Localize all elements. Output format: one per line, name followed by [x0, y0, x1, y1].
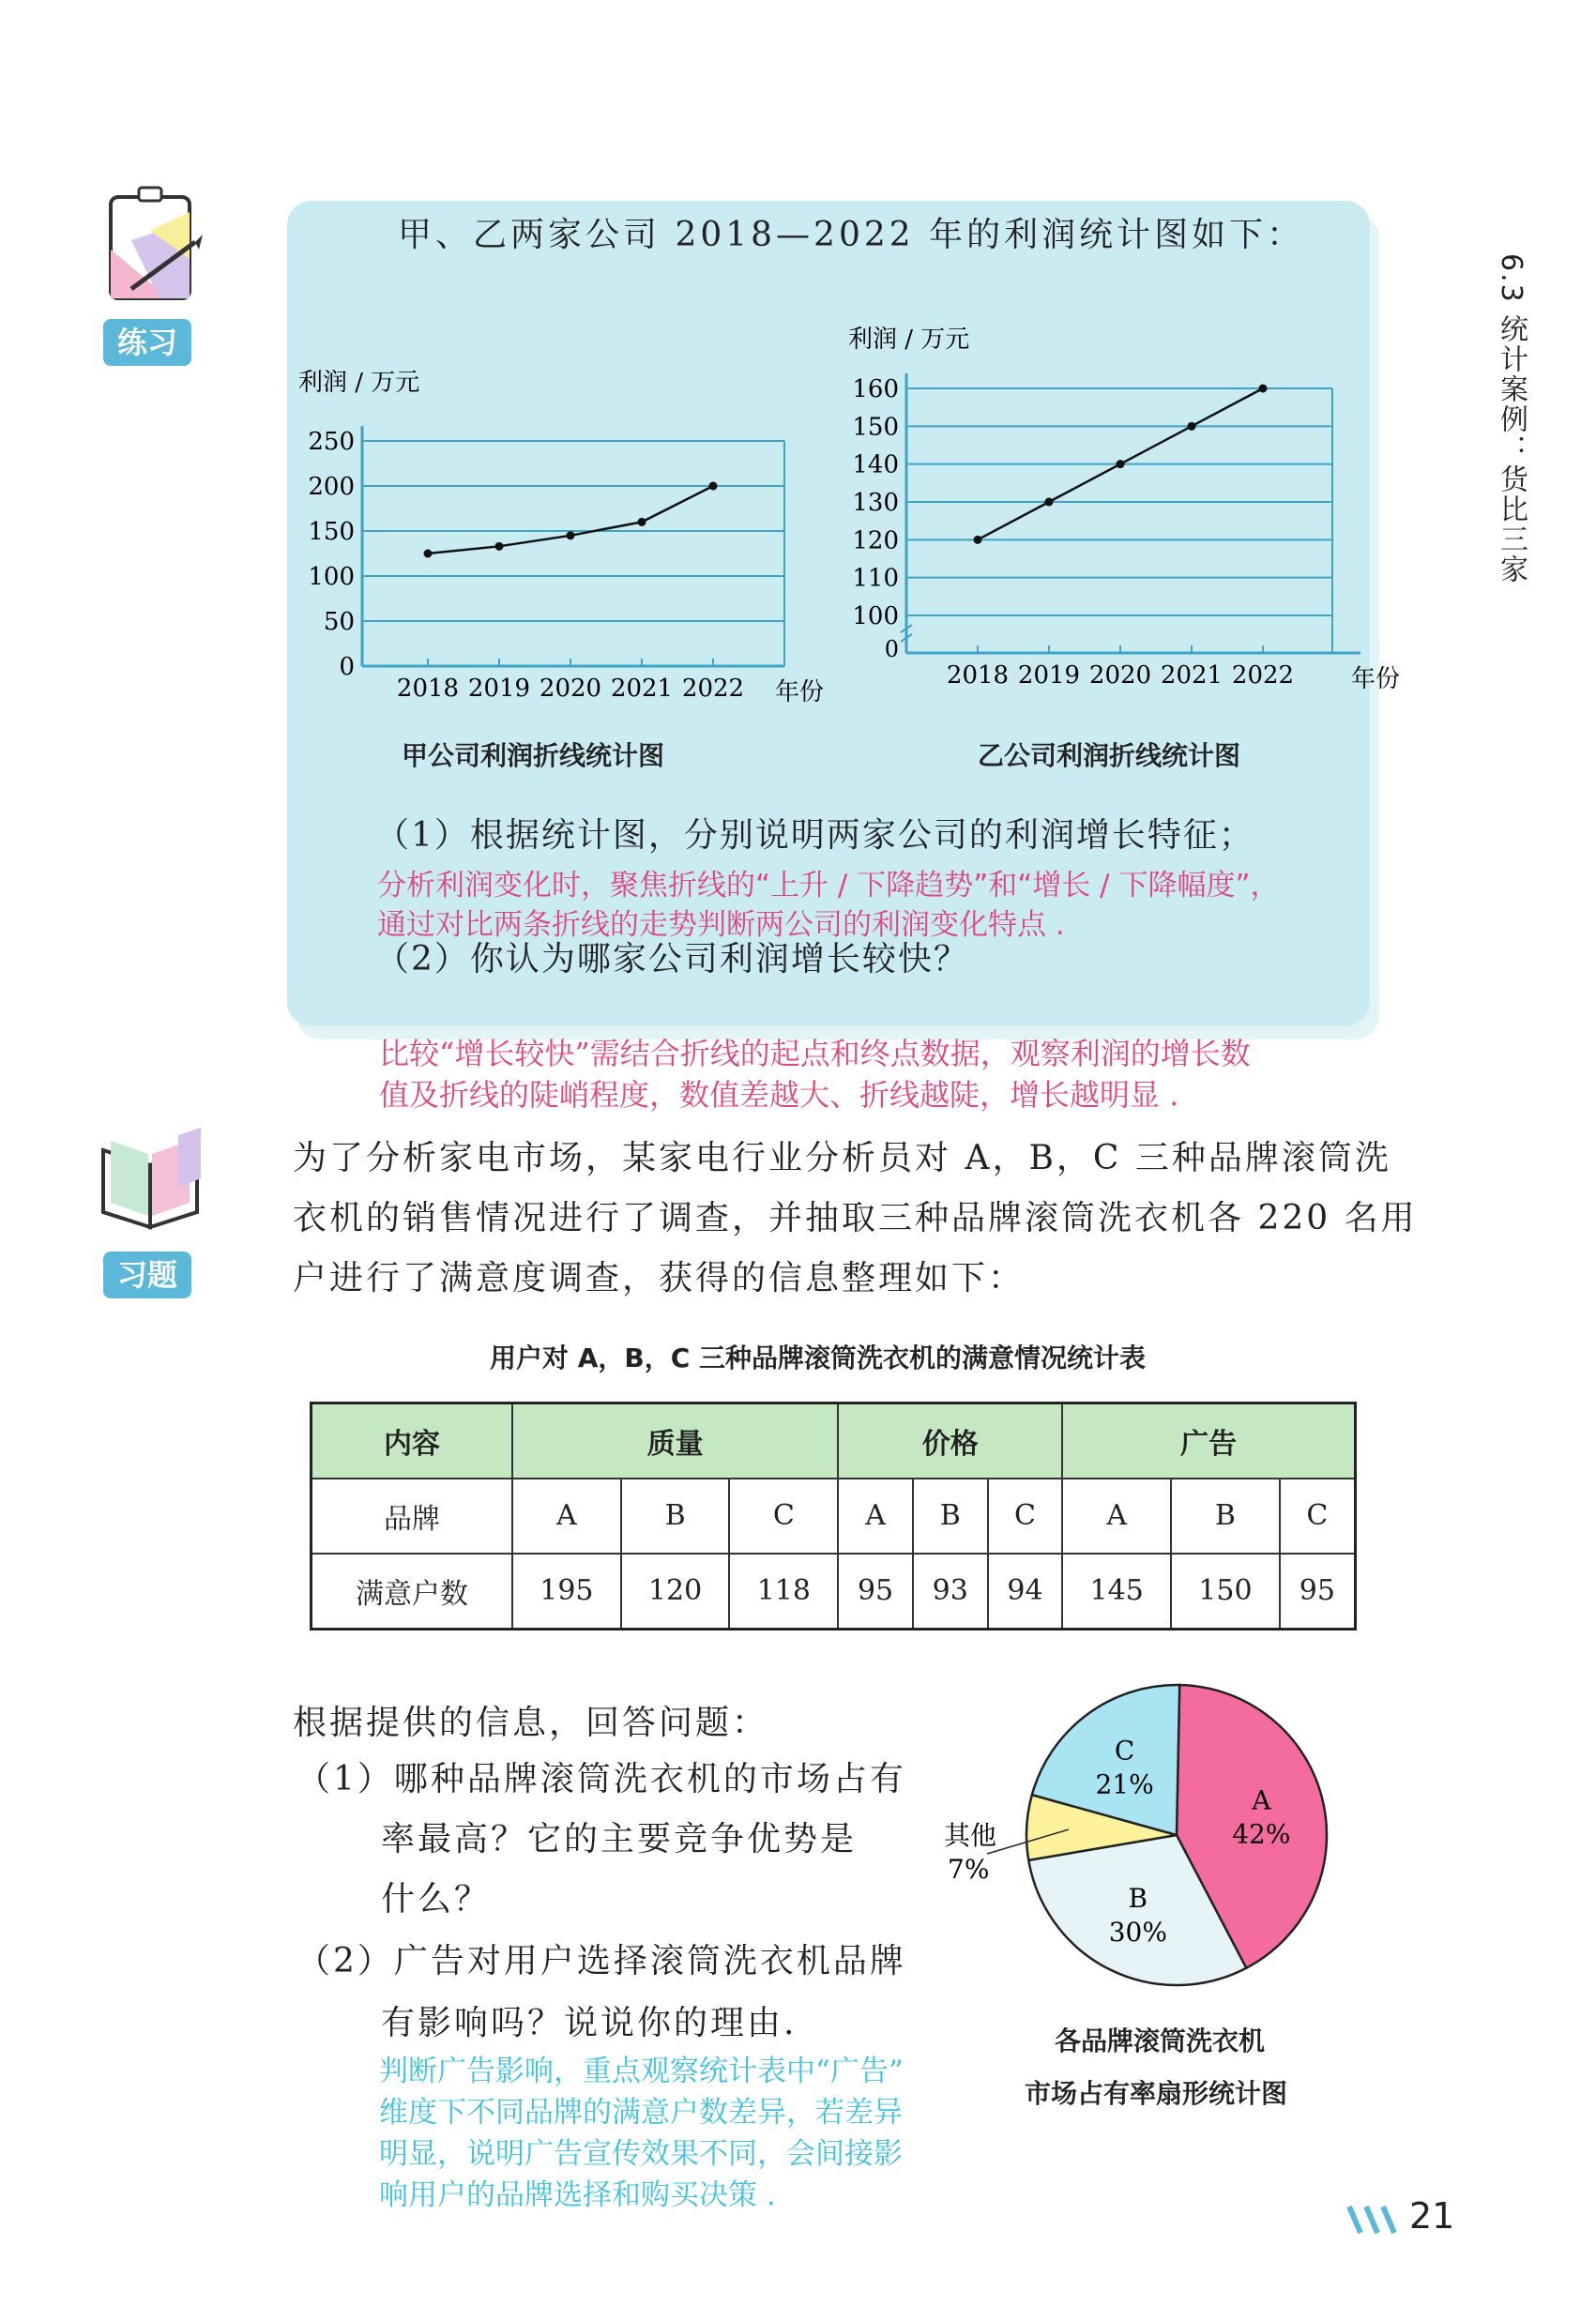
y-tick-label: 110 — [852, 564, 899, 593]
table-cell: C — [1280, 1479, 1356, 1554]
section-side-label: 6.3 统计案例：货比三家 — [1495, 253, 1528, 585]
pie-label: C — [1114, 1735, 1135, 1767]
problem-hint-line-1: 判断广告影响，重点观察统计表中“广告” — [379, 2055, 904, 2088]
x-tick-label: 2020 — [539, 675, 602, 703]
data-point — [638, 518, 646, 526]
table-header-row — [312, 1403, 1356, 1479]
data-point — [424, 550, 433, 558]
table-row-label: 满意户数 — [312, 1554, 513, 1630]
y-tick-label: 250 — [308, 428, 355, 456]
table-cell: B — [913, 1479, 988, 1554]
problem-hint-line-3: 明显，说明广告宣传效果不同，会间接影 — [379, 2137, 903, 2171]
x-axis-label: 年份 — [775, 678, 825, 706]
exercise-notebook-icon — [94, 184, 206, 315]
table-cell: 118 — [729, 1554, 838, 1630]
pie-value: 42% — [1232, 1818, 1291, 1850]
exercise-hint-1-line-1: 分析利润变化时，聚焦折线的“上升 / 下降趋势”和“增长 / 下降幅度”， — [377, 869, 1280, 903]
page-decor-icon — [1344, 2201, 1409, 2238]
table-cell: B — [1171, 1479, 1280, 1554]
y-tick-label: 50 — [323, 608, 355, 636]
y-tick-label: 150 — [308, 518, 355, 546]
table-header-cell: 价格 — [838, 1403, 1062, 1479]
data-point — [495, 542, 504, 551]
satisfaction-table — [310, 1402, 1357, 1631]
pie-title-line-1: 各品牌滚筒洗衣机 — [1055, 2025, 1266, 2056]
x-tick-label: 2021 — [610, 675, 674, 703]
y-tick-label: 100 — [852, 602, 899, 630]
exercise-question-1: （1）根据统计图，分别说明两家公司的利润增长特征； — [375, 816, 1254, 855]
y-axis-label: 利润 / 万元 — [298, 369, 420, 397]
table-title: 用户对 A，B，C 三种品牌滚筒洗衣机的满意情况统计表 — [490, 1343, 1147, 1373]
exercise-badge: 练习 — [103, 319, 191, 366]
pie-title-line-2: 市场占有率扇形统计图 — [1025, 2078, 1288, 2109]
problem-line-2: 衣机的销售情况进行了调查，并抽取三种品牌滚筒洗衣机各 220 名用 — [293, 1199, 1418, 1237]
x-tick-label: 2022 — [1231, 661, 1295, 690]
problem-hint-line-4: 响用户的品牌选择和购买决策 . — [379, 2178, 776, 2212]
y-tick-label: 0 — [884, 636, 899, 662]
table-cell: A — [512, 1479, 621, 1554]
pie-label: B — [1128, 1883, 1148, 1915]
y-axis-label: 利润 / 万元 — [848, 326, 970, 354]
y-tick-label: 0 — [339, 653, 355, 681]
y-tick-label: 160 — [852, 375, 899, 403]
y-tick-label: 100 — [308, 563, 355, 591]
y-tick-label: 150 — [852, 413, 899, 442]
problem-question-1-line-3: 什么？ — [381, 1880, 492, 1919]
y-tick-label: 140 — [852, 450, 899, 479]
problem-hint-line-2: 维度下不同品牌的满意户数差异，若差异 — [379, 2096, 903, 2130]
chart-yi-profit — [835, 319, 1401, 713]
table-cell: 120 — [621, 1554, 730, 1630]
y-tick-label: 200 — [308, 473, 355, 501]
problem-question-1-line-1: （1）哪种品牌滚筒洗衣机的市场占有 — [296, 1760, 906, 1798]
x-tick-label: 2019 — [467, 675, 531, 703]
x-axis-label: 年份 — [1351, 665, 1401, 693]
table-row-label: 品牌 — [312, 1479, 513, 1554]
problem-badge: 习题 — [103, 1252, 191, 1298]
table-cell: C — [729, 1479, 838, 1554]
table-header-cell: 质量 — [512, 1403, 838, 1479]
x-tick-label: 2018 — [396, 675, 460, 703]
series-line — [428, 486, 713, 554]
table-cell: 94 — [988, 1554, 1063, 1630]
y-tick-label: 130 — [852, 489, 899, 517]
data-point — [974, 536, 982, 544]
x-tick-label: 2020 — [1088, 661, 1152, 690]
problem-line-3: 户进行了满意度调查，获得的信息整理如下： — [293, 1259, 1026, 1297]
pie-label: 其他 — [944, 1820, 997, 1851]
chart-jia-title: 甲公司利润折线统计图 — [402, 740, 665, 771]
exercise-hint-1-line-2: 通过对比两条折线的走势判断两公司的利润变化特点 . — [377, 908, 1065, 942]
exercise-hint-2-line-1: 比较“增长较快”需结合折线的起点和终点数据，观察利润的增长数 — [379, 1036, 1251, 1071]
table-cell: A — [1062, 1479, 1171, 1554]
table-cell: 95 — [838, 1554, 913, 1630]
pie-label: A — [1252, 1784, 1271, 1816]
pie-value: 30% — [1108, 1917, 1167, 1949]
market-share-pie-chart — [929, 1679, 1295, 2036]
table-row — [312, 1554, 1356, 1630]
exercise-intro: 甲、乙两家公司 2018—2022 年的利润统计图如下： — [398, 216, 1305, 254]
table-cell: A — [838, 1479, 913, 1554]
exercise-question-2: （2）你认为哪家公司利润增长较快？ — [375, 940, 969, 979]
table-cell: 195 — [512, 1554, 621, 1630]
table-cell: C — [988, 1479, 1063, 1554]
data-point — [1117, 460, 1125, 468]
chart-jia-profit — [287, 357, 831, 713]
problem-ask: 根据提供的信息，回答问题： — [293, 1704, 769, 1742]
data-point — [1188, 422, 1196, 431]
page-number: 21 — [1409, 2195, 1455, 2237]
data-point — [1045, 498, 1054, 507]
problem-question-2-line-2: 有影响吗？说说你的理由. — [381, 2004, 798, 2042]
table-header-cell: 内容 — [312, 1403, 513, 1479]
x-tick-label: 2019 — [1017, 661, 1081, 690]
table-cell: 150 — [1171, 1554, 1280, 1630]
pie-value: 7% — [948, 1854, 990, 1885]
exercise-hint-2-line-2: 值及折线的陡峭程度，数值差越大、折线越陡，增长越明显 . — [379, 1077, 1179, 1113]
data-point — [1259, 385, 1268, 393]
y-tick-label: 120 — [852, 526, 899, 555]
problem-line-1: 为了分析家电市场，某家电行业分析员对 A，B，C 三种品牌滚筒洗 — [293, 1139, 1391, 1177]
x-tick-label: 2021 — [1160, 661, 1224, 690]
pie-value: 21% — [1095, 1768, 1154, 1800]
table-cell: B — [621, 1479, 730, 1554]
table-header-cell: 广告 — [1062, 1403, 1355, 1479]
problem-question-2-line-1: （2）广告对用户选择滚筒洗衣机品牌 — [296, 1942, 906, 1980]
table-row — [312, 1479, 1356, 1554]
problem-book-icon — [94, 1122, 216, 1235]
data-point — [709, 482, 718, 491]
x-tick-label: 2018 — [946, 661, 1010, 690]
x-tick-label: 2022 — [681, 675, 745, 703]
data-point — [567, 531, 575, 539]
table-cell: 95 — [1280, 1554, 1356, 1630]
chart-yi-title: 乙公司利润折线统计图 — [978, 740, 1241, 771]
table-cell: 93 — [913, 1554, 988, 1630]
table-cell: 145 — [1062, 1554, 1171, 1630]
problem-question-1-line-2: 率最高？它的主要竞争优势是 — [381, 1820, 858, 1858]
